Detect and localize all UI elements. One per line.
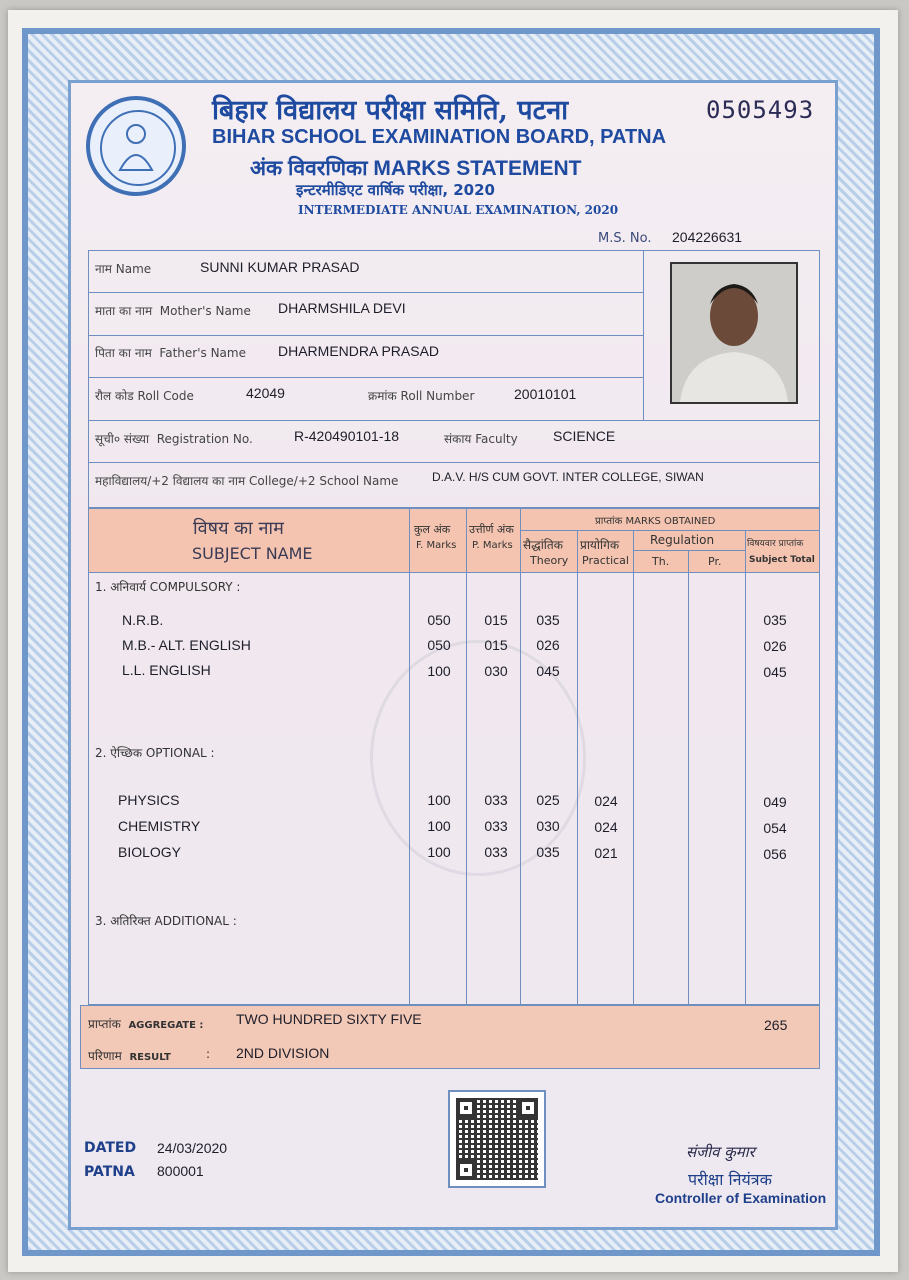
- theory-cell: 026: [536, 637, 560, 653]
- subject-row-name: BIOLOGY: [118, 844, 182, 860]
- theory-cell: 030: [536, 818, 560, 834]
- subject-row-name: L.L. ENGLISH: [122, 662, 211, 678]
- issue-date: 24/03/2020: [157, 1140, 228, 1156]
- statement-hindi: अंक विवरणिका: [250, 157, 368, 180]
- faculty-label-en: Faculty: [475, 432, 518, 446]
- pass-marks-cell: 015: [484, 637, 508, 653]
- theory-cell: 025: [536, 792, 560, 808]
- registration-number: R-420490101-18: [294, 428, 400, 444]
- full-marks-cell: 100: [427, 818, 451, 834]
- theory-head-hi: सैद्धांतिक: [523, 538, 563, 552]
- reg-label-en: Registration No.: [156, 432, 253, 446]
- subject-total-cell: 026: [763, 638, 787, 654]
- board-seal-logo: [86, 96, 186, 196]
- roll-number-label-en: Roll Number: [400, 389, 475, 403]
- pass-marks-cell: 015: [484, 612, 508, 628]
- student-name: SUNNI KUMAR PRASAD: [200, 259, 360, 275]
- result-label-hi: परिणाम: [88, 1049, 122, 1063]
- pass-marks-head-hi: उत्तीर्ण अंक: [469, 523, 514, 536]
- student-portrait-icon: [672, 264, 796, 402]
- subject-head-hi: विषय का नाम: [193, 518, 284, 539]
- theory-cell: 035: [536, 612, 560, 628]
- pass-marks-cell: 033: [484, 792, 508, 808]
- subject-head-en: SUBJECT NAME: [192, 544, 313, 563]
- controller-title-hi: परीक्षा नियंत्रक: [688, 1170, 772, 1189]
- faculty-label-hi: संकाय: [444, 432, 472, 446]
- aggregate-label-hi: प्राप्तांक: [88, 1017, 121, 1031]
- subject-row-name: N.R.B.: [122, 612, 164, 628]
- board-name-english: BIHAR SCHOOL EXAMINATION BOARD, PATNA: [212, 126, 667, 148]
- aggregate-label-en: AGGREGATE :: [128, 1020, 204, 1031]
- place-label: PATNA: [84, 1164, 135, 1180]
- result-value: 2ND DIVISION: [236, 1045, 330, 1061]
- student-photo: [670, 262, 798, 404]
- exam-name-english: INTERMEDIATE ANNUAL EXAMINATION, 2020: [298, 203, 619, 217]
- ms-no-label: M.S. No.: [598, 231, 652, 246]
- qr-code-icon: [456, 1098, 538, 1180]
- marks-obtained-head: प्राप्तांक MARKS OBTAINED: [595, 516, 716, 527]
- faculty: SCIENCE: [553, 428, 616, 444]
- mother-name: DHARMSHILA DEVI: [278, 300, 406, 316]
- pass-marks-cell: 033: [484, 844, 508, 860]
- board-name-hindi: बिहार विद्यालय परीक्षा समिति, पटना: [212, 95, 569, 126]
- section-optional: 2. ऐच्छिक OPTIONAL :: [95, 746, 215, 760]
- pass-marks-cell: 033: [484, 818, 508, 834]
- father-label-hi: पिता का नाम: [95, 346, 152, 360]
- practical-head-en: Practical: [582, 554, 629, 567]
- statement-english: MARKS STATEMENT: [373, 157, 582, 180]
- roll-number-label-hi: क्रमांक: [368, 389, 397, 403]
- practical-head-hi: प्रायोगिक: [580, 538, 620, 552]
- section-additional: 3. अतिरिक्त ADDITIONAL :: [95, 914, 237, 928]
- theory-cell: 035: [536, 844, 560, 860]
- reg-label-hi: सूची० संख्या: [95, 432, 150, 446]
- roll-number: 20010101: [514, 386, 577, 402]
- full-marks-cell: 100: [427, 844, 451, 860]
- subject-total-head-hi: विषयवार प्राप्तांक: [747, 539, 804, 549]
- subject-row-name: PHYSICS: [118, 792, 180, 808]
- roll-code-label-hi: रौल कोड: [95, 389, 134, 403]
- controller-title-en: Controller of Examination: [655, 1190, 827, 1206]
- subject-total-cell: 056: [763, 846, 787, 862]
- section-compulsory: 1. अनिवार्य COMPULSORY :: [95, 580, 241, 594]
- goddess-emblem-icon: [90, 100, 182, 192]
- name-label-en: Name: [115, 262, 152, 276]
- full-marks-head-en: F. Marks: [416, 540, 457, 551]
- subject-total-cell: 054: [763, 820, 787, 836]
- full-marks-cell: 050: [427, 612, 451, 628]
- college-label-hi: महाविद्यालय/+2 विद्यालय का नाम: [95, 474, 246, 488]
- college-label-en: College/+2 School Name: [249, 474, 399, 488]
- subject-total-head-en: Subject Total: [749, 555, 815, 565]
- regulation-th-head: Th.: [652, 555, 670, 568]
- theory-head-en: Theory: [530, 554, 569, 567]
- subject-total-cell: 045: [763, 664, 787, 680]
- mother-label-en: Mother's Name: [159, 304, 251, 318]
- theory-cell: 045: [536, 663, 560, 679]
- exam-name-hindi: इन्टरमीडिएट वार्षिक परीक्षा, 2020: [296, 181, 495, 199]
- aggregate-words: TWO HUNDRED SIXTY FIVE: [236, 1011, 422, 1027]
- practical-cell: 021: [594, 845, 618, 861]
- practical-cell: 024: [594, 819, 618, 835]
- subject-total-cell: 035: [763, 612, 787, 628]
- subject-total-cell: 049: [763, 794, 787, 810]
- name-label-hi: नाम: [95, 262, 112, 276]
- college-name: D.A.V. H/S CUM GOVT. INTER COLLEGE, SIWAN: [432, 470, 704, 484]
- pass-marks-cell: 030: [484, 663, 508, 679]
- controller-signature: संजीव कुमार: [686, 1143, 755, 1161]
- pin-code: 800001: [157, 1163, 204, 1179]
- subject-row-name: CHEMISTRY: [118, 818, 201, 834]
- full-marks-cell: 050: [427, 637, 451, 653]
- full-marks-cell: 100: [427, 663, 451, 679]
- subject-row-name: M.B.- ALT. ENGLISH: [122, 637, 251, 653]
- full-marks-cell: 100: [427, 792, 451, 808]
- serial-number: 0505493: [706, 96, 815, 124]
- dated-label: DATED: [84, 1140, 137, 1156]
- result-colon: :: [206, 1047, 211, 1061]
- practical-cell: 024: [594, 793, 618, 809]
- roll-code: 42049: [246, 385, 285, 401]
- regulation-head: Regulation: [650, 533, 715, 547]
- ms-no-value: 204226631: [672, 229, 743, 245]
- result-label-en: RESULT: [129, 1052, 171, 1063]
- aggregate-total: 265: [764, 1017, 788, 1033]
- father-name: DHARMENDRA PRASAD: [278, 343, 440, 359]
- father-label-en: Father's Name: [159, 346, 246, 360]
- full-marks-head-hi: कुल अंक: [414, 523, 451, 536]
- roll-code-label-en: Roll Code: [137, 389, 194, 403]
- regulation-pr-head: Pr.: [708, 555, 722, 568]
- pass-marks-head-en: P. Marks: [472, 540, 513, 551]
- qr-code: [448, 1090, 546, 1188]
- mother-label-hi: माता का नाम: [95, 304, 153, 318]
